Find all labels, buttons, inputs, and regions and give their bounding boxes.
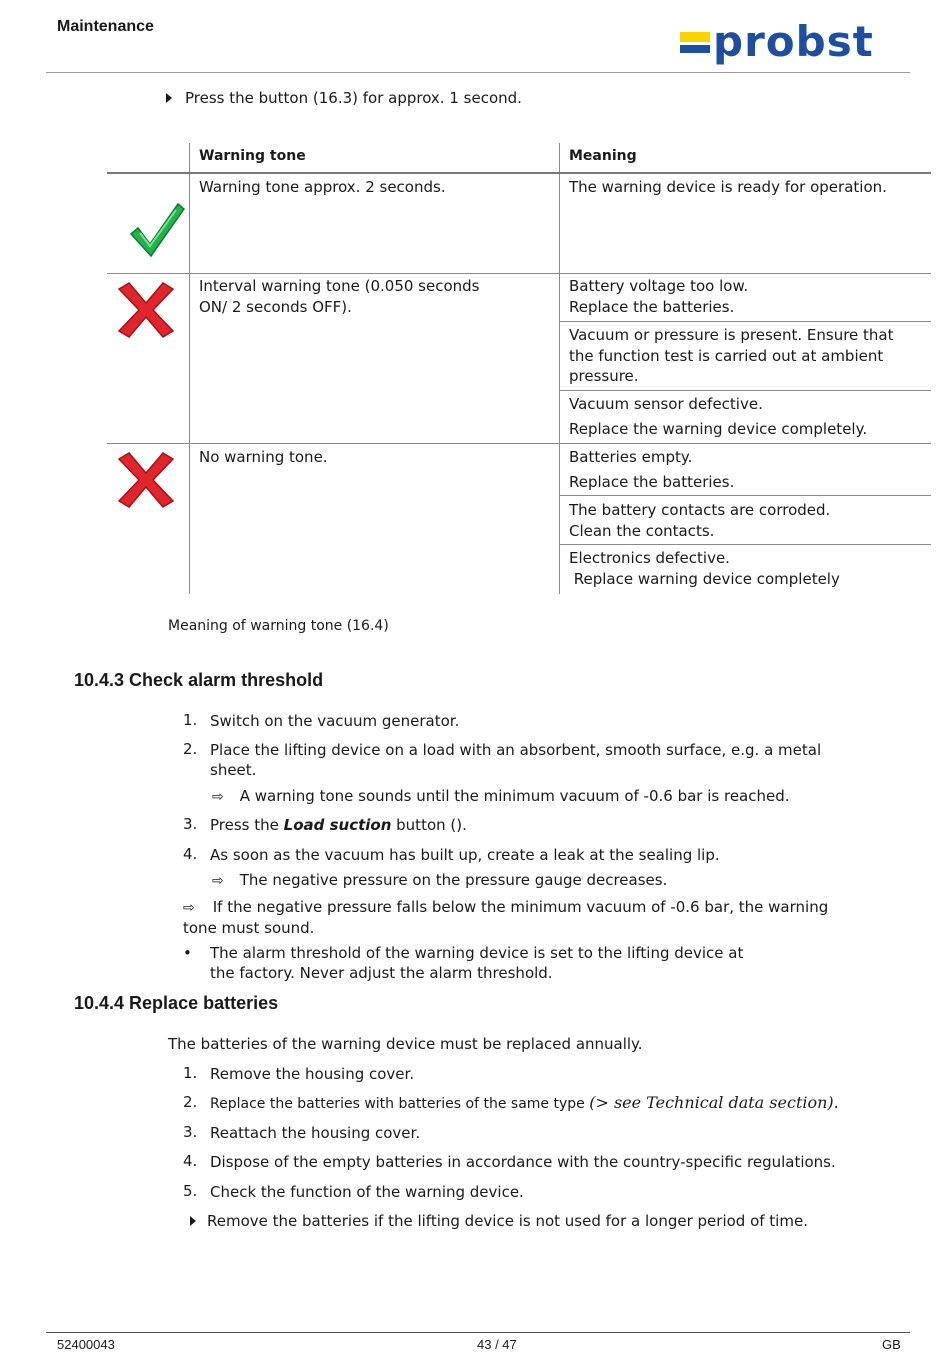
row1-tone: Warning tone approx. 2 seconds. xyxy=(199,178,446,196)
footer-rule xyxy=(46,1332,910,1333)
battery-step-3: Reattach the housing cover. xyxy=(210,1124,421,1142)
triangle-bullet-icon xyxy=(190,1216,196,1226)
table-vline-1 xyxy=(189,143,190,594)
step-number: 1. xyxy=(183,1064,198,1082)
heading-check-alarm-threshold: 10.4.3 Check alarm threshold xyxy=(74,670,324,690)
step-2-result: ⇨ A warning tone sounds until the minimum vacuum of -0.6 bar is reached. xyxy=(212,787,790,805)
row2-tone: Interval warning tone (0.050 seconds ON/ 2 seconds OFF). xyxy=(199,277,480,316)
check-icon xyxy=(128,200,186,260)
table-row-rule-2 xyxy=(107,443,931,444)
intro-step: Press the button (16.3) for approx. 1 second. xyxy=(166,88,522,108)
alarm-threshold-note: The alarm threshold of the warning device is set to the lifting device at the factory. Never adjust the alarm threshold. xyxy=(210,944,744,982)
step-number: 4. xyxy=(183,845,198,863)
footer-doc-number: 52400043 xyxy=(57,1337,115,1352)
row1-meaning: The warning device is ready for operation. xyxy=(569,178,887,196)
table-caption: Meaning of warning tone (16.4) xyxy=(168,618,389,634)
step-2: Place the lifting device on a load with an absorbent, smooth surface, e.g. a metal sheet. xyxy=(210,741,822,779)
step-4: As soon as the vacuum has built up, create a leak at the sealing lip. xyxy=(210,846,720,864)
col-header-warning-tone: Warning tone xyxy=(199,148,306,164)
battery-step-5: Check the function of the warning device. xyxy=(210,1183,524,1201)
row2-meaning-1: Battery voltage too low. Replace the batteries. xyxy=(569,277,749,316)
result-arrow-icon: ⇨ xyxy=(212,873,224,889)
table-subrow-rule-4 xyxy=(560,544,931,545)
final-result: ⇨ If the negative pressure falls below the minimum vacuum of -0.6 bar, the warning tone must sound. xyxy=(183,898,829,937)
step-number: 2. xyxy=(183,740,198,758)
triangle-bullet-icon xyxy=(166,93,172,103)
result-arrow-icon: ⇨ xyxy=(183,900,195,916)
step-number: 1. xyxy=(183,711,198,729)
heading-replace-batteries: 10.4.4 Replace batteries xyxy=(74,993,279,1013)
table-subrow-rule-3 xyxy=(560,495,931,496)
table-row-rule-1 xyxy=(107,273,931,274)
step-1: Switch on the vacuum generator. xyxy=(210,712,460,730)
battery-step-1: Remove the housing cover. xyxy=(210,1065,415,1083)
step-number: 4. xyxy=(183,1152,198,1170)
step-number: 3. xyxy=(183,815,198,833)
replace-batteries-intro: The batteries of the warning device must be replaced annually. xyxy=(168,1035,643,1053)
table-subrow-rule-2 xyxy=(560,390,931,391)
battery-step-2: Replace the batteries with batteries of the same type (> see Technical data section). xyxy=(210,1093,839,1112)
step-number: 5. xyxy=(183,1182,198,1200)
row3-tone: No warning tone. xyxy=(199,448,328,466)
footer-page-number: 43 / 47 xyxy=(477,1337,517,1352)
logo-wordmark: probst xyxy=(713,18,874,66)
header-rule xyxy=(46,72,910,73)
row3-meaning-2: The battery contacts are corroded. Clean the contacts. xyxy=(569,501,831,540)
row2-meaning-3: Vacuum sensor defective. Replace the warning device completely. xyxy=(569,395,868,438)
battery-final-note: Remove the batteries if the lifting device is not used for a longer period of time. xyxy=(190,1211,808,1231)
cross-icon xyxy=(115,451,177,509)
bullet-dot-icon: • xyxy=(183,944,192,962)
table-header-rule xyxy=(107,172,931,174)
result-arrow-icon: ⇨ xyxy=(212,789,224,805)
header-section-title: Maintenance xyxy=(57,18,154,35)
step-3: Press the Load suction button (). xyxy=(210,816,467,834)
row3-meaning-3: Electronics defective. Replace warning device completely xyxy=(569,549,840,588)
step-number: 2. xyxy=(183,1093,198,1111)
battery-step-4: Dispose of the empty batteries in accordance with the country-specific regulations. xyxy=(210,1153,836,1171)
cross-icon xyxy=(115,281,177,339)
row3-meaning-1: Batteries empty. Replace the batteries. xyxy=(569,448,735,491)
step-4-result: ⇨ The negative pressure on the pressure gauge decreases. xyxy=(212,871,668,889)
footer-language: GB xyxy=(882,1337,901,1352)
table-subrow-rule-1 xyxy=(560,321,931,322)
step-number: 3. xyxy=(183,1123,198,1141)
probst-logo xyxy=(679,18,903,70)
row2-meaning-2: Vacuum or pressure is present. Ensure that the function test is carried out at ambient pressure. xyxy=(569,326,894,385)
col-header-meaning: Meaning xyxy=(569,148,637,164)
table-vline-2 xyxy=(559,143,560,594)
